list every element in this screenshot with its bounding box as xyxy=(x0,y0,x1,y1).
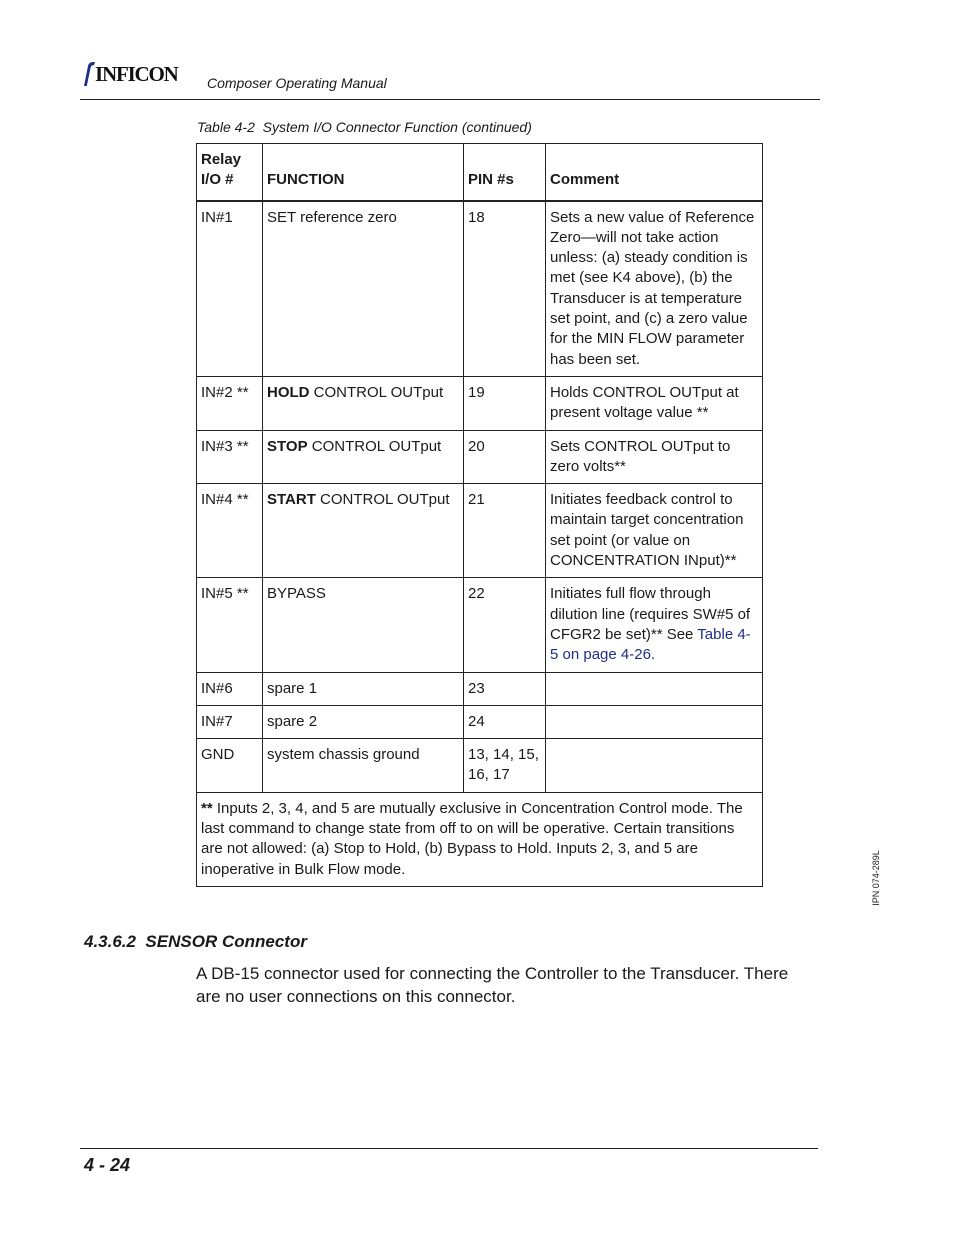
section-heading: 4.3.6.2 SENSOR Connector xyxy=(84,932,307,951)
table-row xyxy=(197,484,763,578)
header-function: FUNCTION xyxy=(263,144,464,201)
side-label: IPN 074-289L xyxy=(871,850,881,906)
table-row xyxy=(197,430,763,484)
cell-pins: 13, 14, 15, 16, 17 xyxy=(464,739,546,793)
table-row xyxy=(197,739,763,793)
footer-rule xyxy=(80,1148,818,1149)
cell-pins: 22 xyxy=(464,578,546,672)
cell-relay: GND xyxy=(197,739,263,793)
cell-relay: IN#3 ** xyxy=(197,430,263,484)
logo-text: INFICON xyxy=(95,62,178,86)
header-comment: Comment xyxy=(546,144,763,201)
cell-function: STOP CONTROL OUTput xyxy=(263,430,464,484)
cell-comment xyxy=(546,672,763,705)
cell-pins: 19 xyxy=(464,376,546,430)
table-row xyxy=(197,201,763,377)
inficon-logo-mark xyxy=(82,61,96,87)
cell-relay: IN#2 ** xyxy=(197,376,263,430)
io-connector-table xyxy=(196,143,763,887)
cell-function: HOLD CONTROL OUTput xyxy=(263,376,464,430)
cell-relay: IN#6 xyxy=(197,672,263,705)
table-header-row xyxy=(197,144,763,201)
manual-title: Composer Operating Manual xyxy=(207,75,387,91)
table-4-5-link[interactable]: Table 4-5 on page 4-26. xyxy=(550,625,751,664)
cell-function: spare 1 xyxy=(263,672,464,705)
table-footnote: ** Inputs 2, 3, 4, and 5 are mutually exclusive in Concentration Control mode. The last command to change state from off to on will be operative. Certain transitions are not allowed: (a) Stop to Hold, (b) Bypass to Hold. Inputs 2, 3, and 5 are inoperative in Bulk Flow mode. xyxy=(197,792,763,886)
cell-comment xyxy=(546,705,763,738)
cell-comment: Initiates full flow through dilution line (requires SW#5 of CFGR2 be set)** See Table 4-5 on page 4-26. xyxy=(546,578,763,672)
cell-comment: Sets a new value of Reference Zero—will not take action unless: (a) steady condition is met (see K4 above), (b) the Transducer is at temperature set point, and (c) a zero value for the MIN FLOW parameter has been set. xyxy=(546,201,763,377)
cell-function: system chassis ground xyxy=(263,739,464,793)
cell-comment xyxy=(546,739,763,793)
header-pins: PIN #s xyxy=(464,144,546,201)
cell-pins: 23 xyxy=(464,672,546,705)
header-rule xyxy=(80,99,820,100)
cell-relay: IN#4 ** xyxy=(197,484,263,578)
cell-comment: Initiates feedback control to maintain target concentration set point (or value on CONCENTRATION INput)** xyxy=(546,484,763,578)
table-footnote-row xyxy=(197,792,763,886)
cell-pins: 18 xyxy=(464,201,546,377)
cell-relay: IN#1 xyxy=(197,201,263,377)
cell-relay: IN#7 xyxy=(197,705,263,738)
cell-pins: 24 xyxy=(464,705,546,738)
cell-comment: Holds CONTROL OUTput at present voltage value ** xyxy=(546,376,763,430)
table-row xyxy=(197,672,763,705)
cell-function: SET reference zero xyxy=(263,201,464,377)
inficon-logo xyxy=(82,61,198,87)
cell-pins: 20 xyxy=(464,430,546,484)
cell-function: START CONTROL OUTput xyxy=(263,484,464,578)
cell-function: BYPASS xyxy=(263,578,464,672)
cell-relay: IN#5 ** xyxy=(197,578,263,672)
cell-function: spare 2 xyxy=(263,705,464,738)
table-row xyxy=(197,578,763,672)
page-number: 4 - 24 xyxy=(84,1155,131,1175)
header-relay: Relay I/O # xyxy=(197,144,263,201)
table-row xyxy=(197,376,763,430)
section-body: A DB-15 connector used for connecting the Controller to the Transducer. There are no user connections on this connector. xyxy=(196,964,789,1006)
cell-comment: Sets CONTROL OUTput to zero volts** xyxy=(546,430,763,484)
table-caption: Table 4-2 System I/O Connector Function (continued) xyxy=(197,119,532,135)
cell-pins: 21 xyxy=(464,484,546,578)
table-row xyxy=(197,705,763,738)
